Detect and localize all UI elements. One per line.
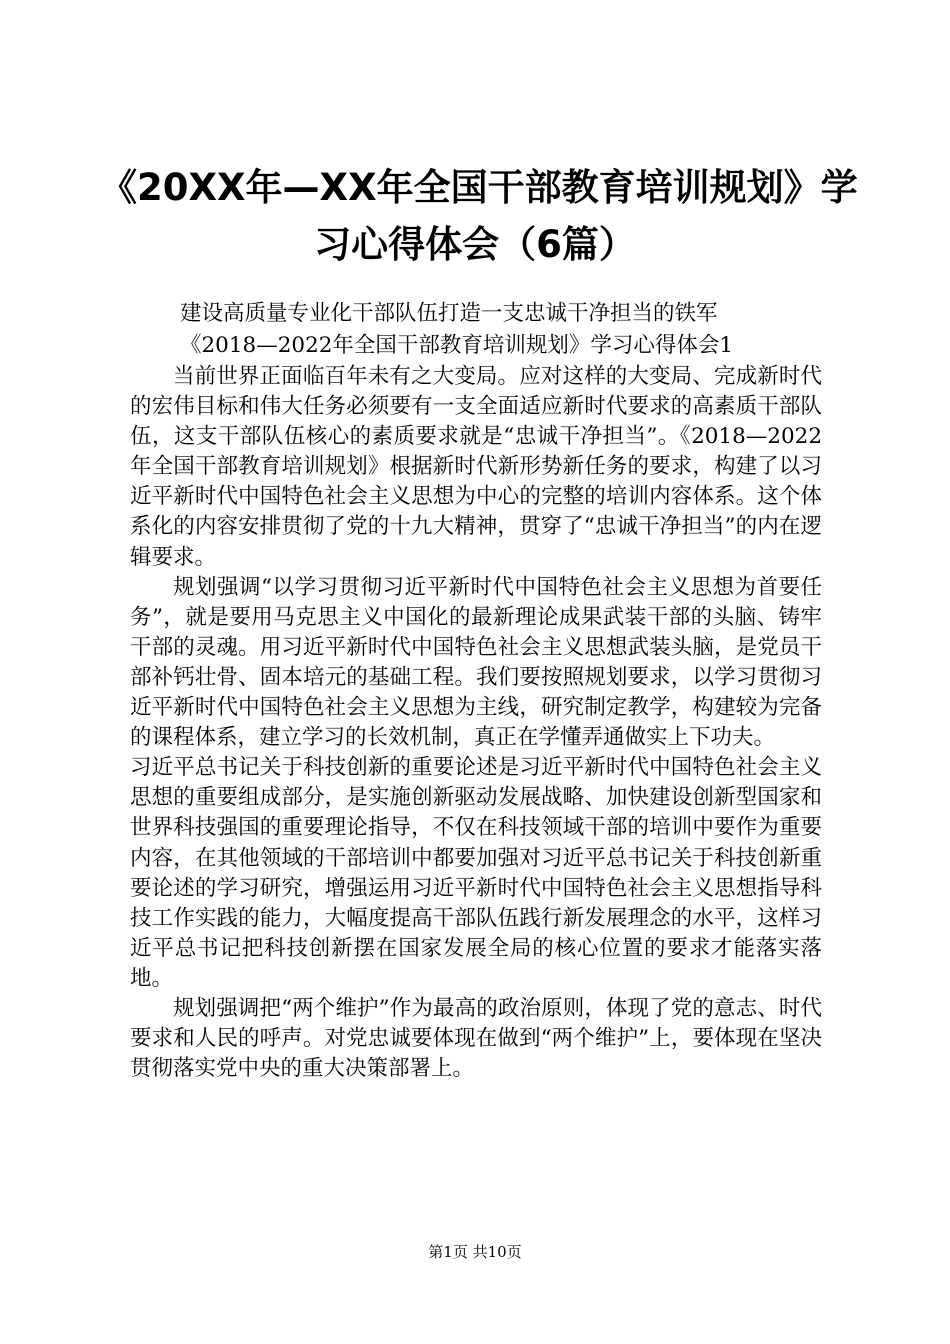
body-paragraph-1: 当前世界正面临百年未有之大变局。应对这样的大变局、完成新时代的宏伟目标和伟大任务必须要有一支全面适应新时代要求的高素质干部队伍，这支干部队伍核心的素质要求就是“忠诚干净担当”。《2018—2022年全国干部教育培训规划》根据新时代新形势新任务的要求，构建了以习近平新时代中国特色社会主义思想为中心的完整的培训内容体系。这个体系化的内容安排贯彻了党的十九大精神，贯穿了“忠诚干净担当”的内在逻辑要求。 <box>130 364 822 570</box>
body-paragraph-4: 规划强调把“两个维护”作为最高的政治原则，体现了党的意志、时代要求和人民的呼声。对党忠诚要体现在做到“两个维护”上，要体现在坚决贯彻落实党中央的重大决策部署上。 <box>130 995 822 1082</box>
document-title-line-1: 《20XX年—XX年全国干部教育培训规划》学 <box>100 166 858 209</box>
document-body <box>130 362 822 1084</box>
document-subtitle-line-2: 《2018—2022年全国干部教育培训规划》学习心得体会1 <box>180 333 734 358</box>
body-paragraph-2: 规划强调“以学习贯彻习近平新时代中国特色社会主义思想为首要任务”，就是要用马克思主义中国化的最新理论成果武装干部的头脑、铸牢干部的灵魂。用习近平新时代中国特色社会主义思想武装头脑，是党员干部补钙壮骨、固本培元的基础工程。我们要按照规划要求，以学习贯彻习近平新时代中国特色社会主义思想为主线，研究制定教学，构建较为完备的课程体系，建立学习的长效机制，真正在学懂弄通做实上下功夫。 <box>130 574 822 751</box>
document-subtitle-line-1: 建设高质量专业化干部队伍打造一支忠诚干净担当的铁军 <box>180 301 718 326</box>
document-title-line-2: 习心得体会（6篇） <box>314 223 636 266</box>
page-footer: 第1页 共10页 <box>428 1243 522 1261</box>
body-paragraph-3: 习近平总书记关于科技创新的重要论述是习近平新时代中国特色社会主义思想的重要组成部分，是实施创新驱动发展战略、加快建设创新型国家和世界科技强国的重要理论指导，不仅在科技领域干部的培训中要作为重要内容，在其他领域的干部培训中都要加强对习近平总书记关于科技创新重要论述的学习研究，增强运用习近平新时代中国特色社会主义思想指导科技工作实践的能力，大幅度提高干部队伍践行新发展理念的水平，这样习近平总书记把科技创新摆在国家发展全局的核心位置的要求才能落实落地。 <box>130 755 822 991</box>
